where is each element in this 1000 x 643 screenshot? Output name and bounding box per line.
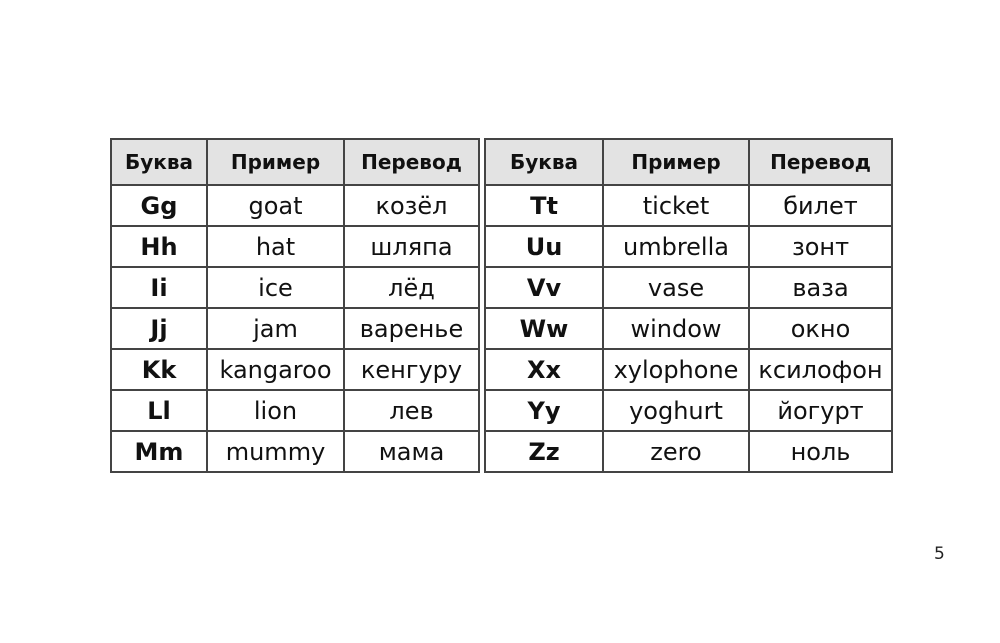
table-row	[485, 226, 892, 267]
alphabet-table-left	[110, 138, 480, 473]
letter-cell: Uu	[485, 226, 603, 267]
header-letter: Буква	[111, 139, 207, 185]
example-cell: ice	[207, 267, 344, 308]
table-row	[485, 185, 892, 226]
example-cell: mummy	[207, 431, 344, 472]
translation-cell: шляпа	[344, 226, 479, 267]
alphabet-table-right	[484, 138, 893, 473]
table-row	[485, 349, 892, 390]
translation-cell: лёд	[344, 267, 479, 308]
example-cell: jam	[207, 308, 344, 349]
letter-cell: Yy	[485, 390, 603, 431]
example-cell: ticket	[603, 185, 749, 226]
example-cell: xylophone	[603, 349, 749, 390]
example-cell: hat	[207, 226, 344, 267]
translation-cell: кенгуру	[344, 349, 479, 390]
example-cell: umbrella	[603, 226, 749, 267]
translation-cell: окно	[749, 308, 892, 349]
table-row	[111, 267, 479, 308]
header-row	[111, 139, 479, 185]
translation-cell: ксилофон	[749, 349, 892, 390]
table-row	[111, 431, 479, 472]
table-row	[111, 349, 479, 390]
letter-cell: Tt	[485, 185, 603, 226]
table-row	[111, 185, 479, 226]
alphabet-tables	[110, 138, 893, 473]
table-row	[111, 308, 479, 349]
translation-cell: варенье	[344, 308, 479, 349]
header-translation: Перевод	[749, 139, 892, 185]
header-example: Пример	[603, 139, 749, 185]
example-cell: vase	[603, 267, 749, 308]
letter-cell: Vv	[485, 267, 603, 308]
translation-cell: ваза	[749, 267, 892, 308]
header-letter: Буква	[485, 139, 603, 185]
table-row	[485, 390, 892, 431]
letter-cell: Jj	[111, 308, 207, 349]
letter-cell: Ll	[111, 390, 207, 431]
table-row	[485, 308, 892, 349]
table-row	[485, 267, 892, 308]
header-example: Пример	[207, 139, 344, 185]
translation-cell: козёл	[344, 185, 479, 226]
example-cell: kangaroo	[207, 349, 344, 390]
example-cell: zero	[603, 431, 749, 472]
example-cell: window	[603, 308, 749, 349]
letter-cell: Ww	[485, 308, 603, 349]
table-row	[485, 431, 892, 472]
letter-cell: Ii	[111, 267, 207, 308]
table-row	[111, 226, 479, 267]
translation-cell: йогурт	[749, 390, 892, 431]
translation-cell: ноль	[749, 431, 892, 472]
page-number: 5	[934, 544, 945, 564]
translation-cell: билет	[749, 185, 892, 226]
example-cell: lion	[207, 390, 344, 431]
table-row	[111, 390, 479, 431]
header-row	[485, 139, 892, 185]
translation-cell: лев	[344, 390, 479, 431]
letter-cell: Hh	[111, 226, 207, 267]
letter-cell: Xx	[485, 349, 603, 390]
letter-cell: Zz	[485, 431, 603, 472]
header-translation: Перевод	[344, 139, 479, 185]
example-cell: yoghurt	[603, 390, 749, 431]
translation-cell: зонт	[749, 226, 892, 267]
letter-cell: Mm	[111, 431, 207, 472]
letter-cell: Kk	[111, 349, 207, 390]
letter-cell: Gg	[111, 185, 207, 226]
translation-cell: мама	[344, 431, 479, 472]
example-cell: goat	[207, 185, 344, 226]
